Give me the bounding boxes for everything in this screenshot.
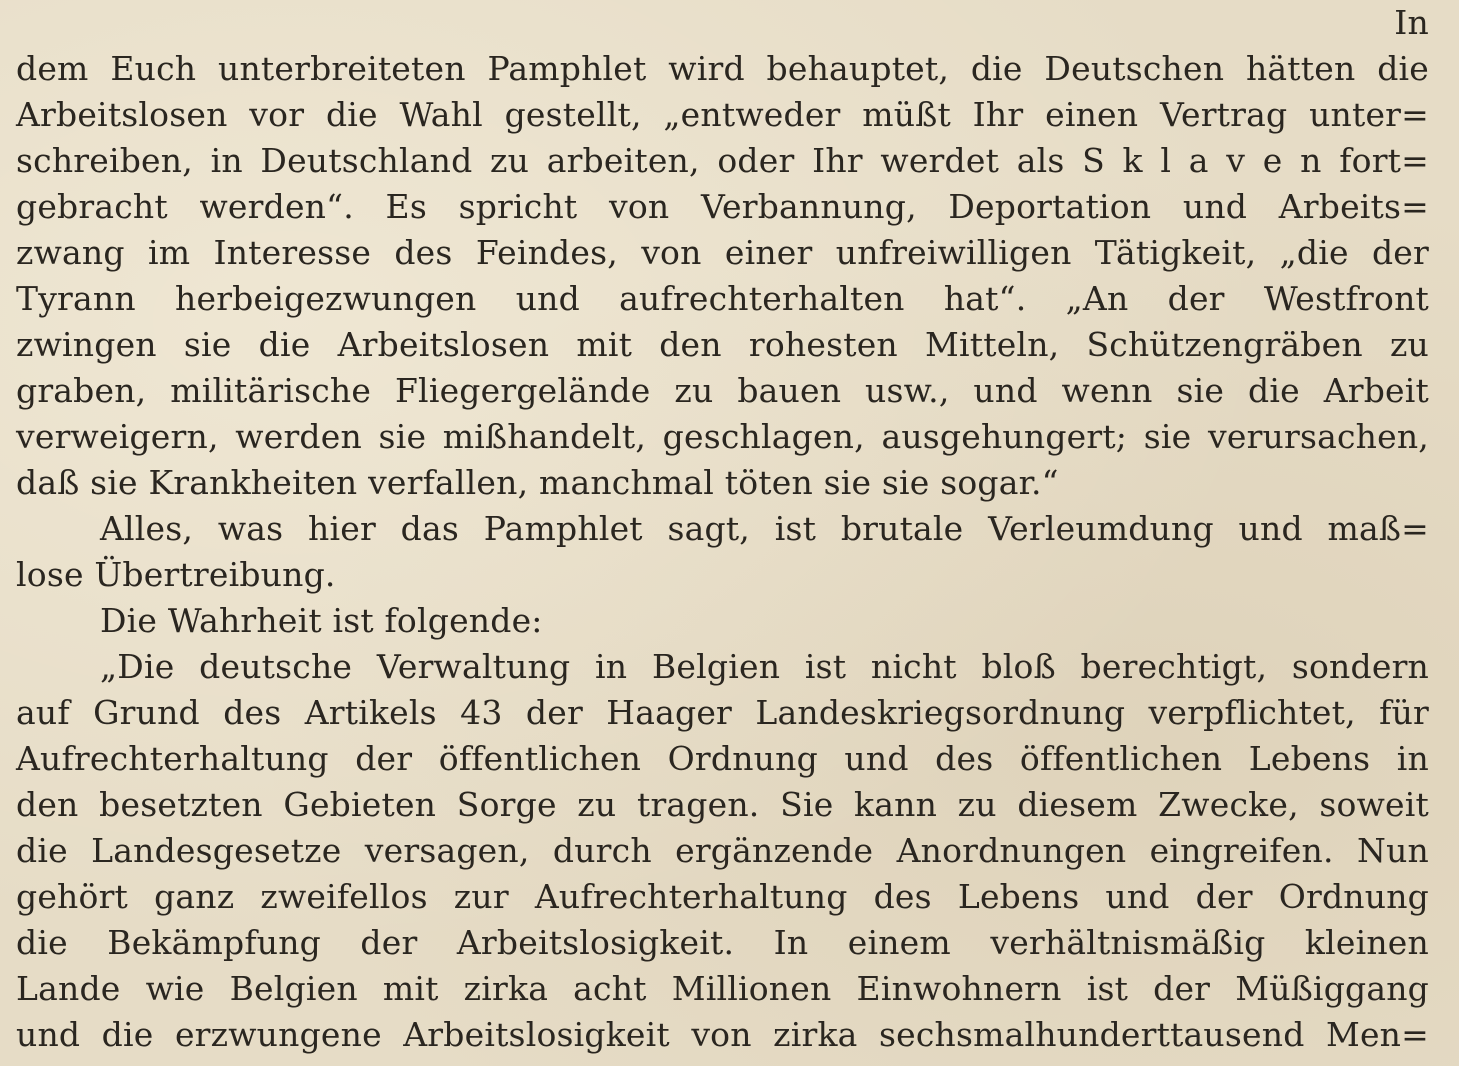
text-line-3: Arbeitslosen vor die Wahl gestellt, „entweder müßt Ihr einen Vertrag unter=	[16, 95, 1429, 134]
text-line-9: graben, militärische Fliegergelände zu bauen usw., und wenn sie die Arbeit	[16, 371, 1429, 410]
text-line-19: die Landesgesetze versagen, durch ergänzende Anordnungen eingreifen. Nun	[16, 831, 1429, 870]
text-line-15: „Die deutsche Verwaltung in Belgien ist nicht bloß berechtigt, sondern	[100, 647, 1429, 686]
text-line-5: gebracht werden“. Es spricht von Verbannung, Deportation und Arbeits=	[16, 187, 1429, 226]
text-line-7: Tyrann herbeigezwungen und aufrechterhalten hat“. „An der Westfront	[16, 279, 1429, 318]
text-line-23: und die erzwungene Arbeitslosigkeit von zirka sechsmalhunderttausend Men=	[16, 1015, 1429, 1054]
text-line-8: zwingen sie die Arbeitslosen mit den rohesten Mitteln, Schützengräben zu	[16, 325, 1429, 364]
text-line-17: Aufrechterhaltung der öffentlichen Ordnung und des öffentlichen Lebens in	[16, 739, 1429, 778]
text-line-12: Alles, was hier das Pamphlet sagt, ist brutale Verleumdung und maß=	[100, 509, 1429, 548]
text-line-11: daß sie Krankheiten verfallen, manchmal töten sie sie sogar.“	[16, 463, 1059, 502]
text-line-1: In	[1394, 3, 1429, 42]
text-line-6: zwang im Interesse des Feindes, von einer unfreiwilligen Tätigkeit, „die der	[16, 233, 1429, 272]
text-line-4: schreiben, in Deutschland zu arbeiten, oder Ihr werdet als S k l a v e n fort=	[16, 141, 1429, 180]
text-line-20: gehört ganz zweifellos zur Aufrechterhaltung des Lebens und der Ordnung	[16, 877, 1429, 916]
text-line-14: Die Wahrheit ist folgende:	[100, 601, 543, 640]
text-line-13: lose Übertreibung.	[16, 555, 336, 594]
text-line-22: Lande wie Belgien mit zirka acht Millionen Einwohnern ist der Müßiggang	[16, 969, 1429, 1008]
text-line-2: dem Euch unterbreiteten Pamphlet wird behauptet, die Deutschen hätten die	[16, 49, 1429, 88]
body-text	[16, 0, 1429, 1058]
text-line-18: den besetzten Gebieten Sorge zu tragen. Sie kann zu diesem Zwecke, soweit	[16, 785, 1429, 824]
text-line-10: verweigern, werden sie mißhandelt, geschlagen, ausgehungert; sie verursachen,	[16, 417, 1429, 456]
text-line-21: die Bekämpfung der Arbeitslosigkeit. In einem verhältnismäßig kleinen	[16, 923, 1429, 962]
text-line-16: auf Grund des Artikels 43 der Haager Landeskriegsordnung verpflichtet, für	[16, 693, 1429, 732]
